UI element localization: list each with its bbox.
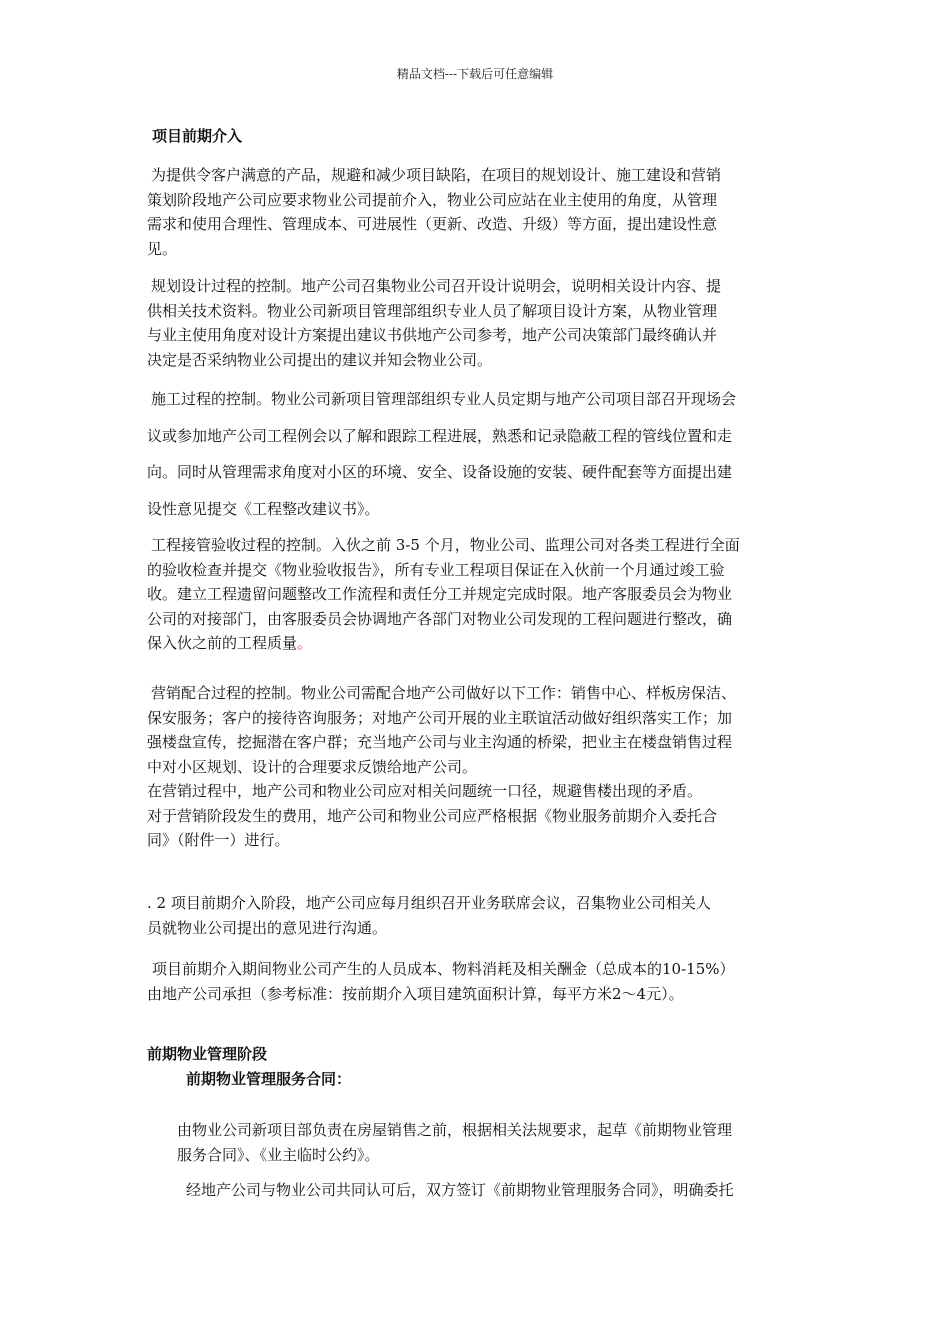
red-period-mark: 。 [297,634,313,652]
paragraph-line: 公司的对接部门，由客服委员会协调地产各部门对物业公司发现的工程问题进行整改，确 [147,609,733,628]
paragraph-line: 收。建立工程遗留问题整改工作流程和责任分工并规定完成时限。地产客服委员会为物业 [147,585,733,603]
paragraph-line: 为提供令客户满意的产品，规避和减少项目缺陷，在项目的规划设计、施工建设和营销 [151,166,722,184]
paragraph-line: 中对小区规划、设计的合理要求反馈给地产公司。 [147,757,478,776]
paragraph-line: 需求和使用合理性、管理成本、可进展性（更新、改造、升级）等方面，提出建设性意 [147,215,718,233]
paragraph-line: 见。 [147,239,178,258]
paragraph-line: 经地产公司与物业公司共同认可后，双方签订《前期物业管理服务合同》，明确委托 [186,1181,734,1199]
paragraph-line: 向。同时从管理需求角度对小区的环境、安全、设备设施的安装、硬件配套等方面提出建 [147,463,733,481]
paragraph-line [147,631,740,656]
paragraph-contract-signing [186,1178,734,1203]
paragraph-line: 由物业公司新项目部负责在房屋销售之前，根据相关法规要求，起草《前期物业管理 [177,1121,733,1139]
paragraph-acceptance-control [147,533,740,656]
paragraph-line: 工程接管验收过程的控制。入伙之前 3-5 个月，物业公司、监理公司对各类工程进行全面 [151,536,740,554]
paragraph-line: 对于营销阶段发生的费用，地产公司和物业公司应严格根据《物业服务前期介入委托合 [147,806,718,825]
paragraph-line: 设性意见提交《工程整改建议书》。 [147,499,380,518]
paragraph-line: 施工过程的控制。物业公司新项目管理部组织专业人员定期与地产公司项目部召开现场会 [151,390,737,408]
paragraph-line: 议或参加地产公司工程例会以了解和跟踪工程进展，熟悉和记录隐蔽工程的管线位置和走 [147,426,733,445]
paragraph-line: 决定是否采纳物业公司提出的建议并知会物业公司。 [147,350,493,369]
paragraph-line: 在营销过程中，地产公司和物业公司应对相关问题统一口径，规避售楼出现的矛盾。 [147,782,703,800]
paragraph-line: 服务合同》、《业主临时公约》。 [177,1146,380,1164]
paragraph-line: 由地产公司承担（参考标准：按前期介入项目建筑面积计算，每平方米2～4元）。 [147,985,684,1003]
section-title-early-management: 前期物业管理阶段 [147,1045,268,1063]
paragraph-line: 项目前期介入期间物业公司产生的人员成本、物料消耗及相关酬金（总成本的10-15%） [152,960,735,978]
paragraph-line: 保安服务；客户的接待咨询服务；对地产公司开展的业主联谊活动做好组织落实工作；加 [147,708,733,727]
subsection-title-service-contract: 前期物业管理服务合同： [186,1070,352,1088]
paragraph-line: 同》（附件一）进行。 [147,831,290,849]
page-header: 精品文档---下载后可任意编辑 [396,67,554,81]
paragraph-cost-sharing [147,957,735,1007]
paragraph-line: . 2 项目前期介入阶段，地产公司应每月组织召开业务联席会议，召集物业公司相关人 [147,894,711,912]
line-text: 保入伙之前的工程质量 [147,634,298,652]
paragraph-contract-drafting [177,1118,732,1168]
paragraph-line: 员就物业公司提出的意见进行沟通。 [147,918,388,937]
paragraph-line: 规划设计过程的控制。地产公司召集物业公司召开设计说明会，说明相关设计内容、提 [151,277,722,295]
paragraph-construction-control [147,381,736,527]
paragraph-marketing-control [147,681,736,853]
paragraph-line: 策划阶段地产公司应要求物业公司提前介入，物业公司应站在业主使用的角度，从管理 [147,190,718,209]
paragraph-intro [147,163,721,261]
paragraph-line: 与业主使用角度对设计方案提出建议书供地产公司参考，地产公司决策部门最终确认并 [147,326,718,344]
paragraph-line: 营销配合过程的控制。物业公司需配合地产公司做好以下工作：销售中心、样板房保洁、 [151,684,737,702]
paragraph-line: 供相关技术资料。物业公司新项目管理部组织专业人员了解项目设计方案，从物业管理 [147,301,718,320]
paragraph-joint-meeting [147,891,711,940]
paragraph-planning-control [147,274,721,372]
section-title-early-involvement: 项目前期介入 [152,127,243,145]
paragraph-line: 强楼盘宣传，挖掘潜在客户群；充当地产公司与业主沟通的桥梁，把业主在楼盘销售过程 [147,733,733,751]
paragraph-line: 的验收检查并提交《物业验收报告》，所有专业工程项目保证在入伙前一个月通过竣工验 [147,560,725,579]
